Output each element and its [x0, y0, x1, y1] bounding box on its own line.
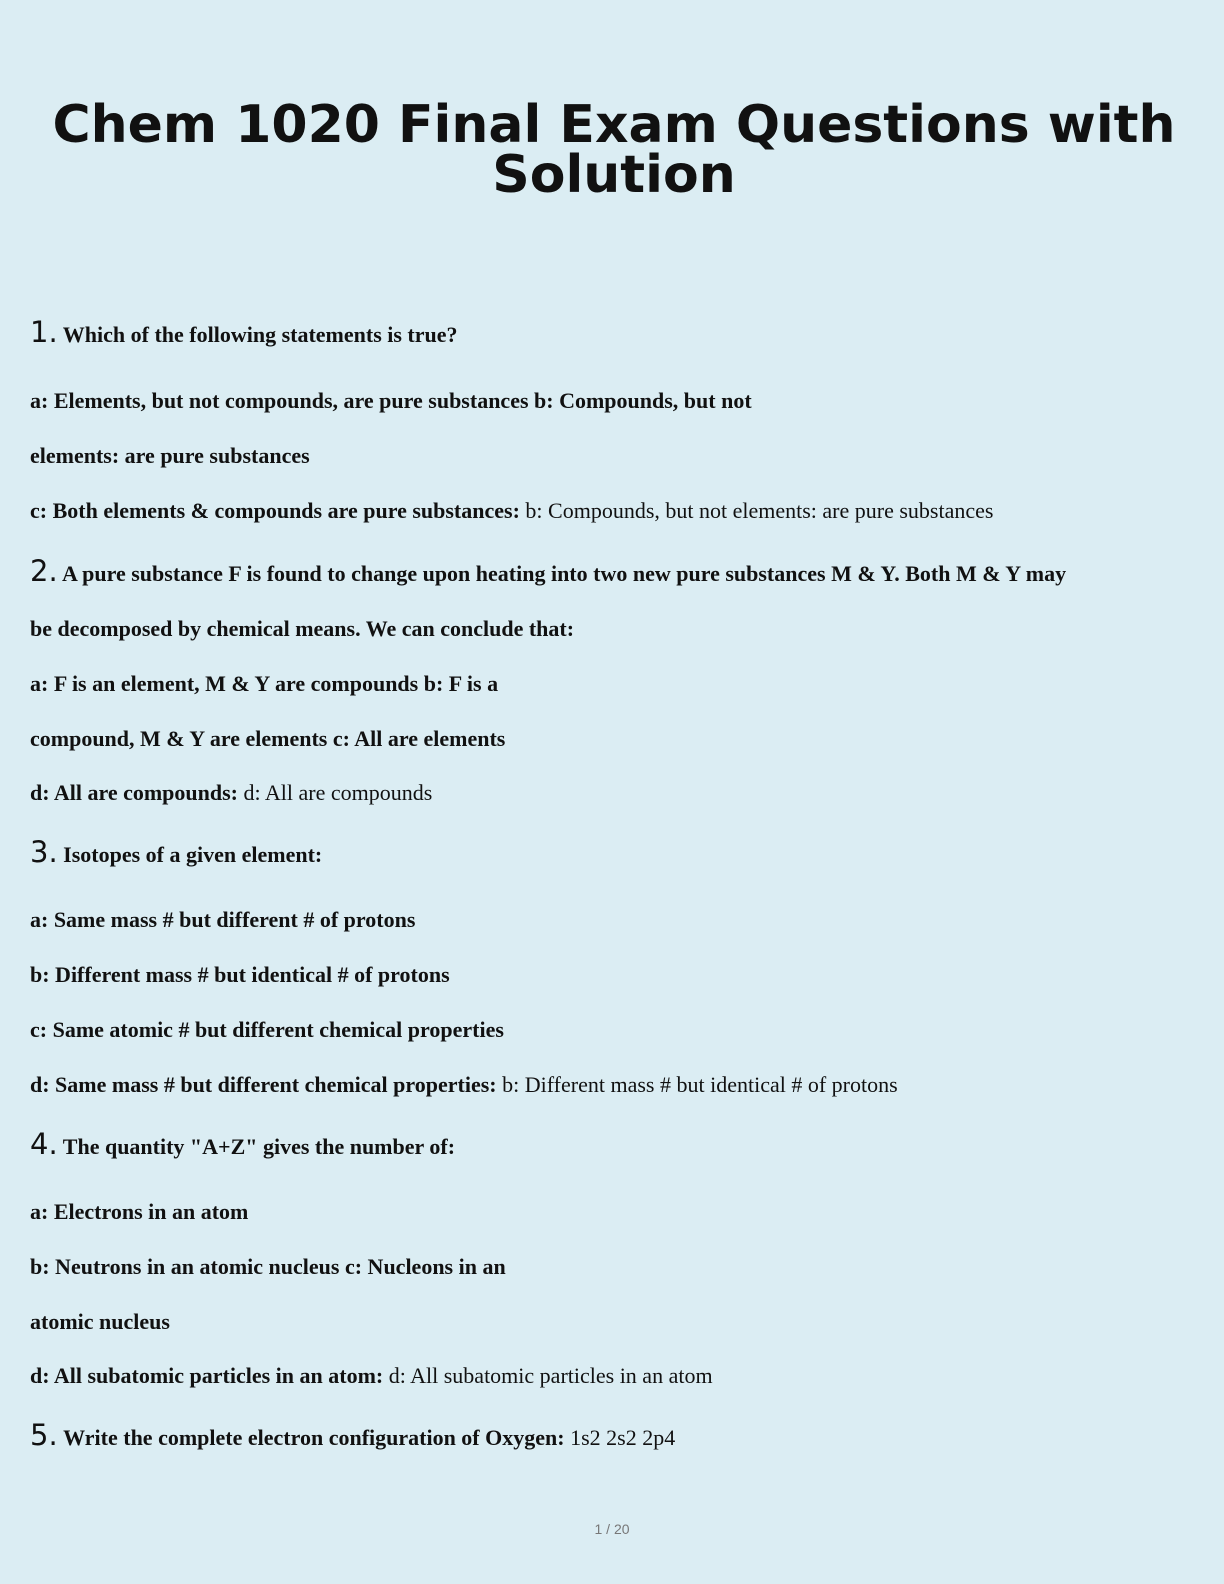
question-5	[30, 1418, 676, 1452]
answer-text: b: Compounds, but not elements: are pure substances	[525, 498, 994, 523]
option-line-with-answer	[30, 1071, 898, 1099]
answer-text: d: All are compounds	[243, 780, 433, 805]
option-line: a: Same mass # but different # of protons	[30, 907, 416, 932]
question-2	[30, 554, 1067, 588]
option-line-with-answer	[30, 497, 993, 525]
question-text: A pure substance F is found to change upon heating into two new pure substances M & Y. Both M & Y may	[61, 561, 1067, 586]
option-line: a: Elements, but not compounds, are pure substances b: Compounds, but not	[30, 388, 752, 413]
option-line: b: Different mass # but identical # of protons	[30, 962, 450, 987]
answer-text: d: All subatomic particles in an atom	[388, 1363, 713, 1388]
option-line: c: Same atomic # but different chemical properties	[30, 1017, 504, 1042]
option-line: compound, M & Y are elements c: All are elements	[30, 726, 506, 751]
option-line: atomic nucleus	[30, 1309, 170, 1334]
question-1	[30, 315, 458, 349]
option-line-with-answer	[30, 1362, 713, 1390]
option-line-with-answer	[30, 779, 432, 807]
document-title: Chem 1020 Final Exam Questions with Solution	[52, 95, 1176, 205]
question-3	[30, 835, 323, 869]
question-4	[30, 1127, 456, 1161]
option-line: b: Neutrons in an atomic nucleus c: Nucleons in an	[30, 1254, 506, 1279]
question-text: Isotopes of a given element:	[63, 842, 323, 867]
option-line: a: Electrons in an atom	[30, 1199, 249, 1224]
question-text: Which of the following statements is true?	[62, 322, 458, 347]
question-number: 4.	[30, 1127, 58, 1161]
option-line: elements: are pure substances	[30, 443, 310, 468]
question-number: 2.	[30, 554, 58, 588]
option-text: d: All subatomic particles in an atom:	[30, 1363, 384, 1388]
page-indicator: 1 / 20	[594, 1521, 630, 1537]
question-text: The quantity "A+Z" gives the number of:	[62, 1134, 456, 1159]
question-number: 3.	[30, 835, 58, 869]
option-text: d: All are compounds:	[30, 780, 239, 805]
question-text: Write the complete electron configuration of Oxygen:	[63, 1425, 565, 1450]
option-line: a: F is an element, M & Y are compounds b: F is a	[30, 671, 499, 696]
option-text: d: Same mass # but different chemical properties:	[30, 1072, 497, 1097]
answer-text: b: Different mass # but identical # of protons	[502, 1072, 898, 1097]
question-number: 5.	[30, 1418, 58, 1452]
option-text: c: Both elements & compounds are pure substances:	[30, 498, 520, 523]
answer-text: 1s2 2s2 2p4	[570, 1425, 676, 1450]
question-number: 1.	[30, 315, 58, 349]
question-continuation: be decomposed by chemical means. We can conclude that:	[30, 616, 575, 641]
